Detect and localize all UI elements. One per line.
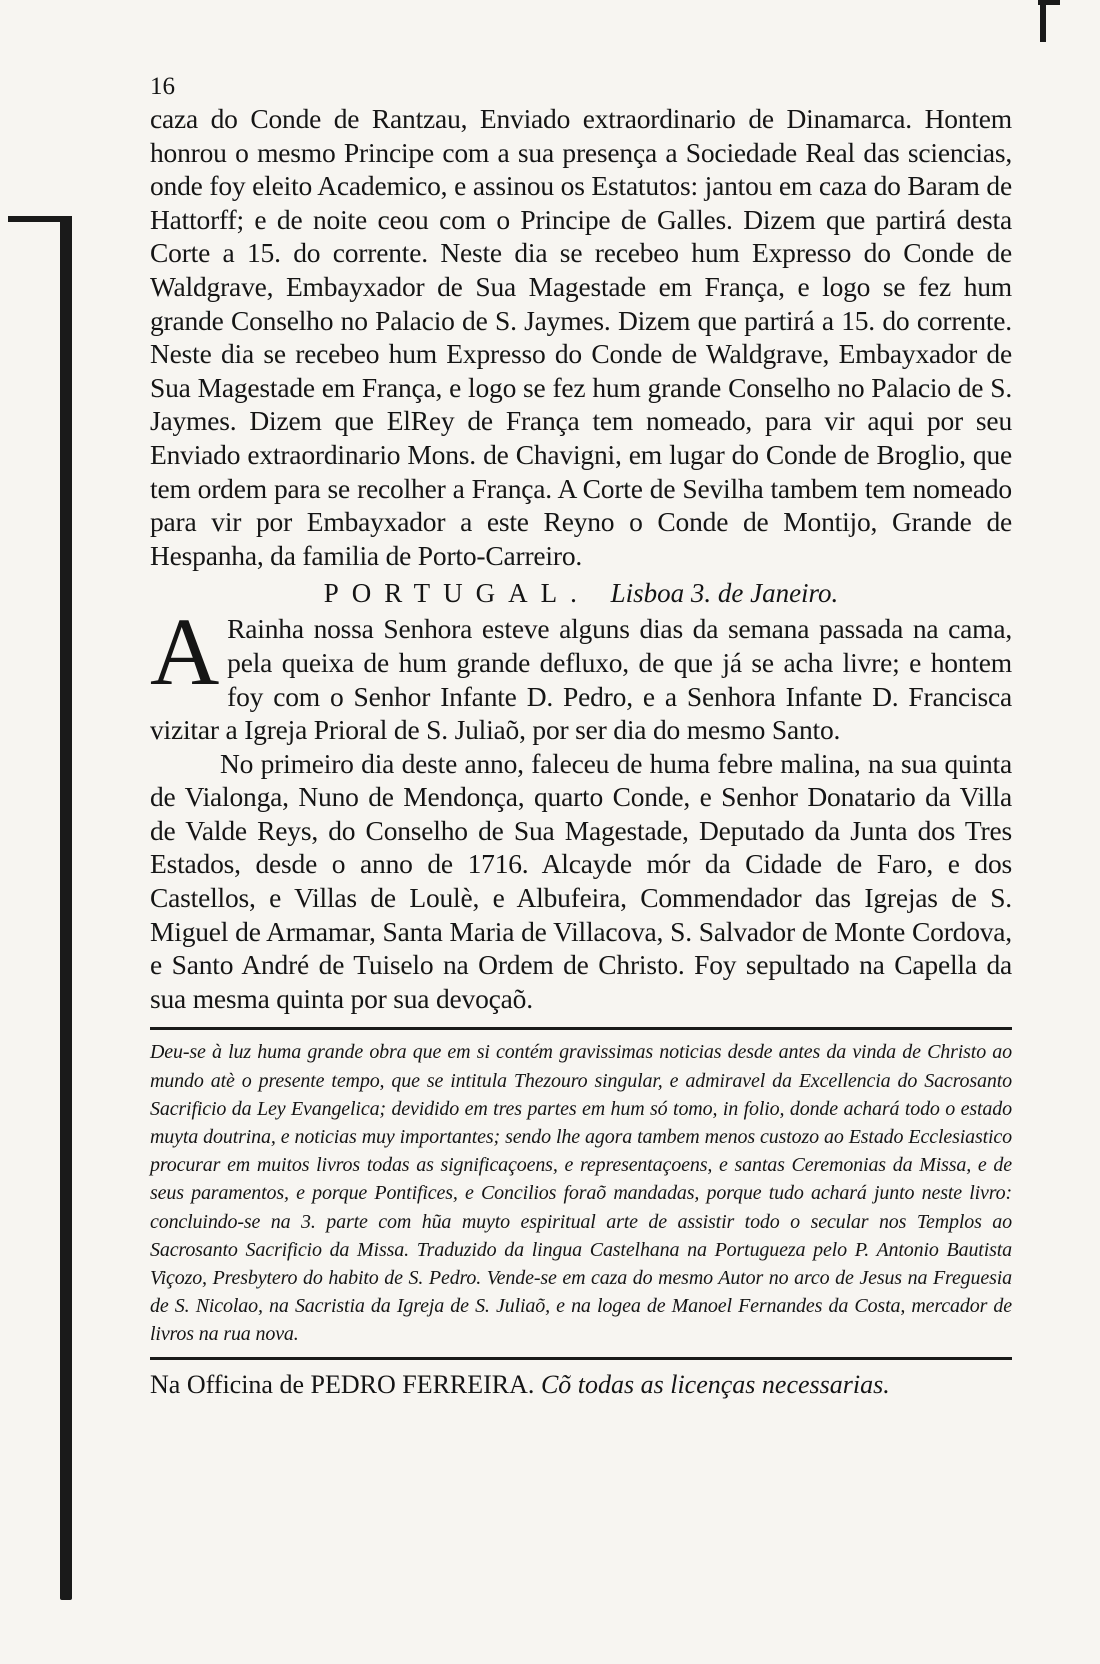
drop-cap: A: [150, 598, 220, 706]
heading-country: PORTUGAL.: [323, 578, 590, 609]
portugal-paragraph-1: [150, 598, 1012, 746]
heading-dateline: Lisboa 3. de Janeiro.: [610, 578, 839, 609]
imprint-license: Cõ todas as licenças necessarias.: [540, 1369, 890, 1399]
imprint-divider: [150, 1357, 1012, 1360]
portugal-heading: [150, 576, 1012, 610]
section-divider: [150, 1027, 1012, 1030]
book-notice-text: Deu-se à luz huma grande obra que em si contém gravissimas noticias desde antes da vinda de Christo ao mundo atè o presente tempo, que se intitula Thezouro singular, e admiravel da Excellencia do Sacrosanto Sacrificio da Ley Evangelica; devidido em tres partes em hum só tomo, in folio, donde achará todo o estado muyta doutrina, e noticias muy importantes; sendo lhe agora tambem menos custozo ao Estado Ecclesiastico procurar em muitos livros todas as significaçoens, e representaçoens, e santas Ceremonias da Missa, e de seus paramentos, e porque Pontifices, e Concilios foraõ mandadas, porque tudo achará junto neste livro: concluindo-se na 3. parte com hũa muyto espiritual arte de assistir todo o secular nos Templos ao Sacrosanto Sacrificio da Missa. Traduzido da lingua Castelhana na Portugueza pelo P. Antonio Bautista Viçozo, Presbytero do habito de S. Pedro. Vende-se em caza do mesmo Autor no arco de Jesus na Freguesia de S. Nicolao, na Sacristia da Igreja de S. Juliaõ, e na logea de Manoel Fernandes da Costa, mercador de livros na rua nova.: [150, 1041, 1012, 1346]
portugal-section: [150, 598, 1012, 1015]
imprint-printer: Na Officina de PEDRO FERREIRA.: [150, 1369, 535, 1399]
imprint-line: [150, 1368, 1012, 1402]
scan-border-bar: [60, 220, 72, 1600]
foreign-news-paragraph: caza do Conde de Rantzau, Enviado extraordinario de Dinamarca. Hontem honrou o mesmo Principe com a sua presença a Sociedade Real das sciencias, onde foy eleito Academico, e assinou os Estatutos: jantou em caza do Baram de Hattorff; e de noite ceou com o Principe de Galles. Dizem que partirá desta Corte a 15. do corrente. Neste dia se recebeo hum Expresso do Conde de Waldgrave, Embayxador de Sua Magestade em França, e logo se fez hum grande Conselho no Palacio de S. Jaymes. Dizem que partirá a 15. do corrente. Neste dia se recebeo hum Expresso do Conde de Waldgrave, Embayxador de Sua Magestade em França, e logo se fez hum grande Conselho no Palacio de S. Jaymes. Dizem que ElRey de França tem nomeado, para vir aqui por seu Enviado extraordinario Mons. de Chavigni, em lugar do Conde de Broglio, que tem ordem para se recolher a França. A Corte de Sevilha tambem tem nomeado para vir por Embayxador a este Reyno o Conde de Montijo, Grande de Hespanha, da familia de Porto-Carreiro.: [150, 103, 1012, 571]
portugal-paragraph-1-text: Rainha nossa Senhora esteve alguns dias da semana passada na cama, pela queixa de hum grande defluxo, de que já se acha livre; e hontem foy com o Senhor Infante D. Pedro, e a Senhora Infante D. Francisca vizitar a Igreja Prioral de S. Juliaõ, por ser dia do mesmo Santo.: [150, 613, 1012, 746]
text-column: [150, 72, 1012, 1402]
book-notice: [150, 1038, 1012, 1348]
page-number: 16: [150, 73, 175, 100]
scan-corner-mark-horizontal: [1038, 0, 1060, 5]
portugal-paragraph-2: No primeiro dia deste anno, faleceu de huma febre malina, na sua quinta de Vialonga, Nuno de Mendonça, quarto Conde, e Senhor Donatario da Villa de Valde Reys, do Conselho de Sua Magestade, Deputado da Junta dos Tres Estados, desde o anno de 1716. Alcayde mór da Cidade de Faro, e dos Castellos, e Villas de Loulè, e Albufeira, Commendador das Igrejas de S. Miguel de Armamar, Santa Maria de Villacova, S. Salvador de Monte Cordova, e Santo André de Tuiselo na Ordem de Christo. Foy sepultado na Capella da sua mesma quinta por sua devoçaõ.: [150, 747, 1012, 1014]
scan-corner-mark: [1040, 0, 1046, 42]
foreign-news-section: [150, 102, 1012, 572]
